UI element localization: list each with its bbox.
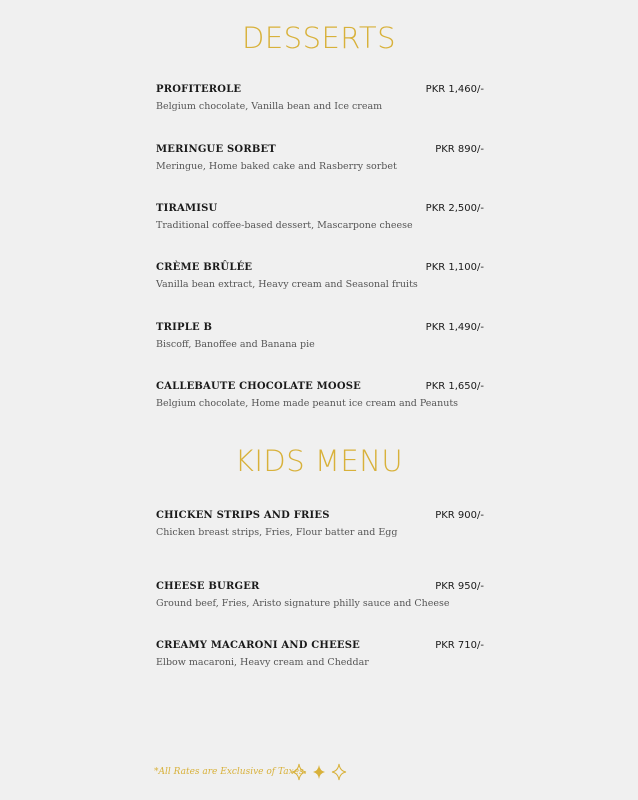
kids-menu-title: KIDS MENU (234, 444, 404, 478)
item-name: CALLEBAUTE CHOCOLATE MOOSE (156, 381, 361, 392)
menu-item-triple-b (156, 322, 486, 351)
item-name: MERINGUE SORBET (156, 144, 276, 155)
item-name: PROFITEROLE (156, 84, 242, 95)
item-description: Ground beef, Fries, Aristo signature philly sauce and Cheese (156, 598, 450, 609)
item-description: Traditional coffee-based dessert, Mascarpone cheese (156, 220, 413, 231)
menu-item-meringue-sorbet (156, 144, 486, 173)
item-price: PKR 890/- (435, 144, 484, 155)
item-description: Elbow macaroni, Heavy cream and Cheddar (156, 657, 369, 668)
menu-item-creme-brulee (156, 262, 486, 291)
menu-item-chicken-strips-and-fries (156, 510, 486, 539)
item-name: TIRAMISU (156, 203, 218, 214)
item-description: Meringue, Home baked cake and Rasberry sorbet (156, 161, 397, 172)
item-description: Biscoff, Banoffee and Banana pie (156, 339, 315, 350)
item-price: PKR 900/- (435, 510, 484, 521)
item-price: PKR 2,500/- (425, 203, 484, 214)
menu-item-callebaute-chocolate-moose (156, 381, 486, 410)
menu-item-profiterole (156, 84, 486, 113)
item-description: Chicken breast strips, Fries, Flour batter and Egg (156, 527, 398, 538)
sparkle-stars-icon (291, 762, 347, 782)
item-price: PKR 1,100/- (425, 262, 484, 273)
item-price: PKR 710/- (435, 640, 484, 651)
taxes-note: *All Rates are Exclusive of Taxes. (154, 767, 307, 777)
item-description: Belgium chocolate, Vanilla bean and Ice cream (156, 101, 383, 112)
item-name: CHICKEN STRIPS AND FRIES (156, 510, 330, 521)
item-price: PKR 1,460/- (425, 84, 484, 95)
item-name: CHEESE BURGER (156, 581, 260, 592)
item-description: Belgium chocolate, Home made peanut ice cream and Peanuts (156, 398, 459, 409)
menu-item-creamy-macaroni-and-cheese (156, 640, 486, 669)
item-description: Vanilla bean extract, Heavy cream and Seasonal fruits (156, 279, 418, 290)
menu-item-tiramisu (156, 203, 486, 232)
item-name: TRIPLE B (156, 322, 213, 333)
item-name: CRÈME BRÛLÉE (156, 262, 253, 273)
item-price: PKR 1,490/- (425, 322, 484, 333)
desserts-title: DESSERTS (242, 21, 396, 55)
item-price: PKR 950/- (435, 581, 484, 592)
item-name: CREAMY MACARONI AND CHEESE (156, 640, 360, 651)
menu-item-cheese-burger (156, 581, 486, 610)
item-price: PKR 1,650/- (425, 381, 484, 392)
